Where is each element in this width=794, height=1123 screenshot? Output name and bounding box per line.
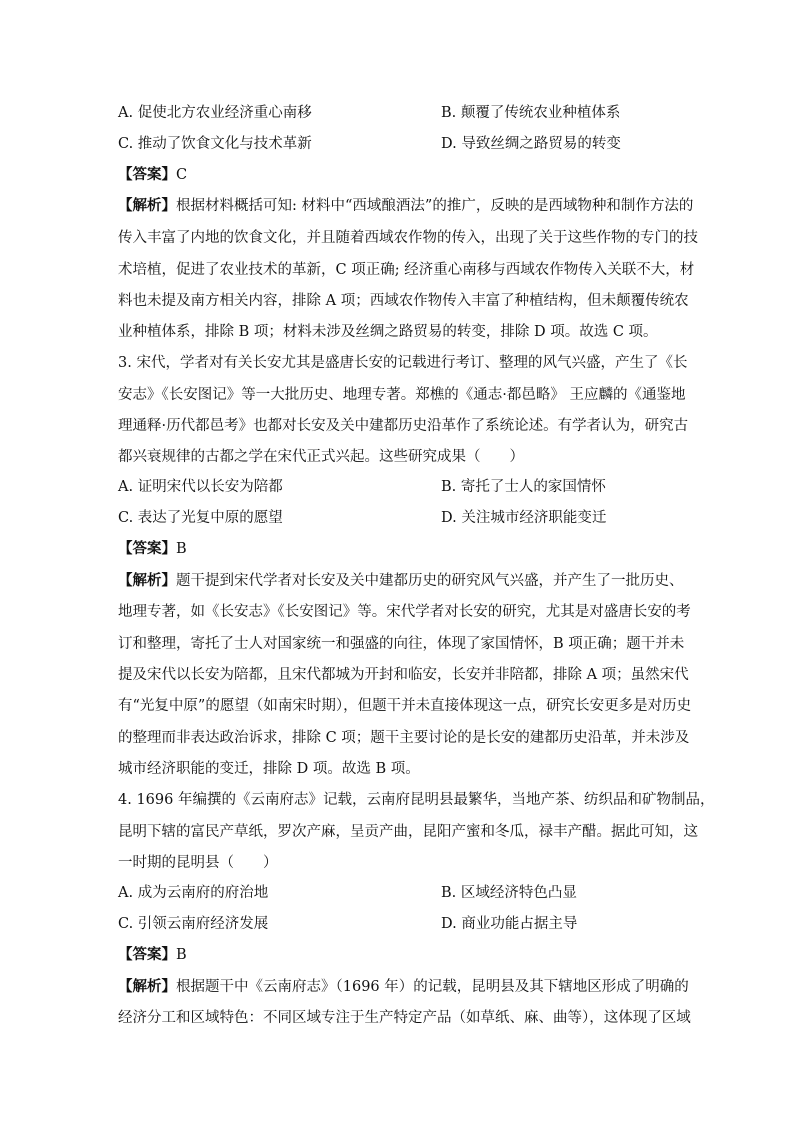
q2-analysis-line: 业种植体系，排除 B 项；材料未涉及丝绸之路贸易的转变，排除 D 项。故选 C 项。 — [118, 324, 658, 340]
q2-analysis-line: 传入丰富了内地的饮食文化，并且随着西域农作物的传入，出现了关于这些作物的专门的技 — [118, 230, 698, 246]
q3-analysis-line: 有“光复中原”的愿望（如南宋时期），但题干并未直接体现这一点，研究长安更多是对历史 — [118, 698, 692, 714]
q4-analysis-line: 【解析】根据题干中《云南府志》（1696 年）的记载，昆明县及其下辖地区形成了明确的 — [118, 978, 689, 995]
q2-option-a: A. 促使北方农业经济重心南移 — [118, 105, 312, 121]
answer-value: C — [176, 167, 188, 183]
q3-stem-line: 都兴衰规律的古都之学在宋代正式兴起。这些研究成果（ ） — [118, 449, 524, 465]
q4-option-b: B. 区域经济特色凸显 — [441, 885, 577, 901]
q3-analysis-line: 的整理而非表达政治诉求，排除 C 项；题干主要讨论的是长安的建都历史沿革，并未涉及 — [118, 730, 690, 746]
q3-analysis-line: 【解析】题干提到宋代学者对长安及关中建都历史的研究风气兴盛，并产生了一批历史、 — [118, 572, 684, 589]
q2-analysis-line: 术培植，促进了农业技术的革新，C 项正确; 经济重心南移与西域农作物传入关联不大，材 — [118, 262, 695, 278]
q3-option-c: C. 表达了光复中原的愿望 — [118, 510, 283, 526]
analysis-tag: 【解析】 — [118, 197, 176, 214]
q2-option-c: C. 推动了饮食文化与技术革新 — [118, 136, 312, 152]
q2-analysis-line: 【解析】根据材料概括可知: 材料中“西域酿酒法”的推广，反映的是西域物种和制作方法的 — [118, 197, 694, 214]
q4-option-d: D. 商业功能占据主导 — [441, 916, 578, 932]
answer-tag: 【答案】 — [118, 946, 176, 963]
q4-answer — [118, 945, 187, 965]
q3-analysis-line: 订和整理，寄托了士人对国家统一和强盛的向往，体现了家国情怀，B 项正确；题干并未 — [118, 636, 685, 652]
q4-option-c: C. 引领云南府经济发展 — [118, 916, 269, 932]
q2-option-d: D. 导致丝绸之路贸易的转变 — [441, 136, 621, 152]
q3-answer — [118, 539, 187, 559]
q3-stem-line: 理通释·历代都邑考》也都对长安及关中建都历史沿革作了系统论述。有学者认为，研究古 — [118, 418, 689, 434]
q4-stem-line: 一时期的昆明县（ ） — [118, 855, 278, 871]
q2-option-b: B. 颠覆了传统农业种植体系 — [441, 105, 621, 121]
q2-analysis-line: 料也未提及南方相关内容，排除 A 项；西域农作物传入丰富了种植结构，但未颠覆传统农 — [118, 293, 689, 309]
answer-tag: 【答案】 — [118, 166, 176, 183]
answer-value: B — [176, 541, 187, 557]
q3-option-b: B. 寄托了士人的家国情怀 — [441, 479, 606, 495]
q3-option-d: D. 关注城市经济职能变迁 — [441, 510, 607, 526]
analysis-tag: 【解析】 — [118, 978, 176, 995]
q4-stem-line: 昆明下辖的富民产草纸，罗次产麻，呈贡产曲，昆阳产蜜和冬瓜，禄丰产醋。据此可知，这 — [118, 824, 698, 840]
answer-value: B — [176, 947, 187, 963]
q3-stem-line: 3. 宋代，学者对有关长安尤其是盛唐长安的记载进行考订、整理的风气兴盛，产生了《长 — [118, 355, 688, 371]
q3-stem-line: 安志》《长安图记》等一大批历史、地理专著。郑樵的《通志·都邑略》 王应麟的《通鉴地 — [118, 387, 686, 403]
q2-answer — [118, 165, 187, 185]
answer-tag: 【答案】 — [118, 540, 176, 557]
q4-stem-line: 4. 1696 年编撰的《云南府志》记载，云南府昆明县最繁华，当地产茶、纺织品和矿物制品， — [118, 792, 715, 808]
q4-option-a: A. 成为云南府的府治地 — [118, 885, 269, 901]
q3-analysis-line: 提及宋代以长安为陪都，且宋代都城为开封和临安，长安并非陪都，排除 A 项；虽然宋代 — [118, 667, 689, 683]
q4-analysis-line: 经济分工和区域特色：不同区域专注于生产特定产品（如草纸、麻、曲等），这体现了区域 — [118, 1010, 691, 1026]
q3-analysis-line: 城市经济职能的变迁，排除 D 项。故选 B 项。 — [118, 761, 420, 777]
analysis-tag: 【解析】 — [118, 572, 176, 589]
q3-analysis-line: 地理专著，如《长安志》《长安图记》等。宋代学者对长安的研究，尤其是对盛唐长安的考 — [118, 604, 691, 620]
q3-option-a: A. 证明宋代以长安为陪都 — [118, 479, 283, 495]
